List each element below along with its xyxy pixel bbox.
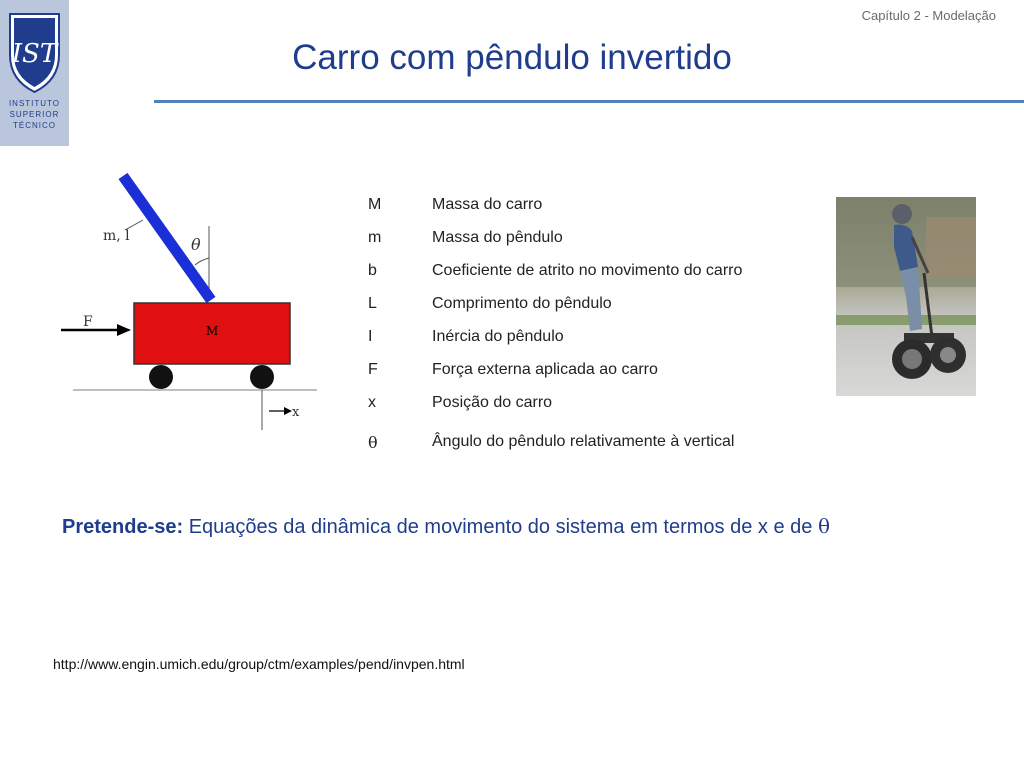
variable-description: Massa do carro	[432, 196, 543, 213]
variable-row	[368, 295, 818, 328]
source-url-link[interactable]: http://www.engin.umich.edu/group/ctm/examples/pend/invpen.html	[53, 656, 465, 672]
force-label: F	[83, 314, 93, 330]
variable-row	[368, 262, 818, 295]
variable-description: Ângulo do pêndulo relativamente à vertical	[432, 433, 735, 450]
slide-title: Carro com pêndulo invertido	[292, 38, 732, 77]
variable-symbol: θ	[368, 433, 378, 452]
variable-row	[368, 229, 818, 262]
svg-text:SUPERIOR: SUPERIOR	[9, 110, 60, 119]
force-arrowhead	[117, 324, 131, 336]
segway-photo	[836, 197, 976, 396]
goal-text: Equações da dinâmica de movimento do sistema em termos de x e de	[188, 516, 813, 538]
variable-symbol: x	[368, 394, 376, 411]
variable-symbol: M	[368, 196, 382, 213]
cart-wheel-left	[149, 365, 173, 389]
cart-wheel-right	[250, 365, 274, 389]
cart-label: M	[206, 324, 219, 338]
title-divider	[154, 100, 1024, 103]
position-arrowhead	[284, 407, 292, 415]
variable-symbol: F	[368, 361, 378, 378]
chapter-label: Capítulo 2 - Modelação	[861, 8, 996, 23]
variable-list	[368, 196, 818, 466]
svg-text:IST: IST	[11, 39, 58, 69]
variable-row	[368, 196, 818, 229]
position-label: x	[292, 405, 300, 420]
variable-row	[368, 433, 818, 466]
goal-statement	[62, 514, 830, 539]
variable-row	[368, 361, 818, 394]
angle-arc	[195, 258, 209, 265]
goal-theta-symbol: θ	[817, 514, 830, 538]
variable-symbol: m	[368, 229, 382, 246]
variable-row	[368, 328, 818, 361]
angle-label: θ	[191, 235, 201, 254]
variable-description: Inércia do pêndulo	[432, 328, 564, 345]
goal-label: Pretende-se:	[62, 516, 184, 538]
variable-description: Comprimento do pêndulo	[432, 295, 612, 312]
variable-symbol: L	[368, 295, 377, 312]
mass-label: m, l	[103, 228, 130, 244]
variable-description: Posição do carro	[432, 394, 553, 411]
cart-pendulum-diagram	[55, 168, 325, 438]
svg-text:INSTITUTO: INSTITUTO	[8, 99, 61, 108]
variable-description: Massa do pêndulo	[432, 229, 563, 246]
variable-description: Coeficiente de atrito no movimento do carro	[432, 262, 743, 279]
svg-text:TÉCNICO: TÉCNICO	[13, 121, 56, 130]
variable-description: Força externa aplicada ao carro	[432, 361, 658, 378]
variable-symbol: I	[368, 328, 373, 345]
variable-row	[368, 394, 818, 427]
variable-symbol: b	[368, 262, 377, 279]
